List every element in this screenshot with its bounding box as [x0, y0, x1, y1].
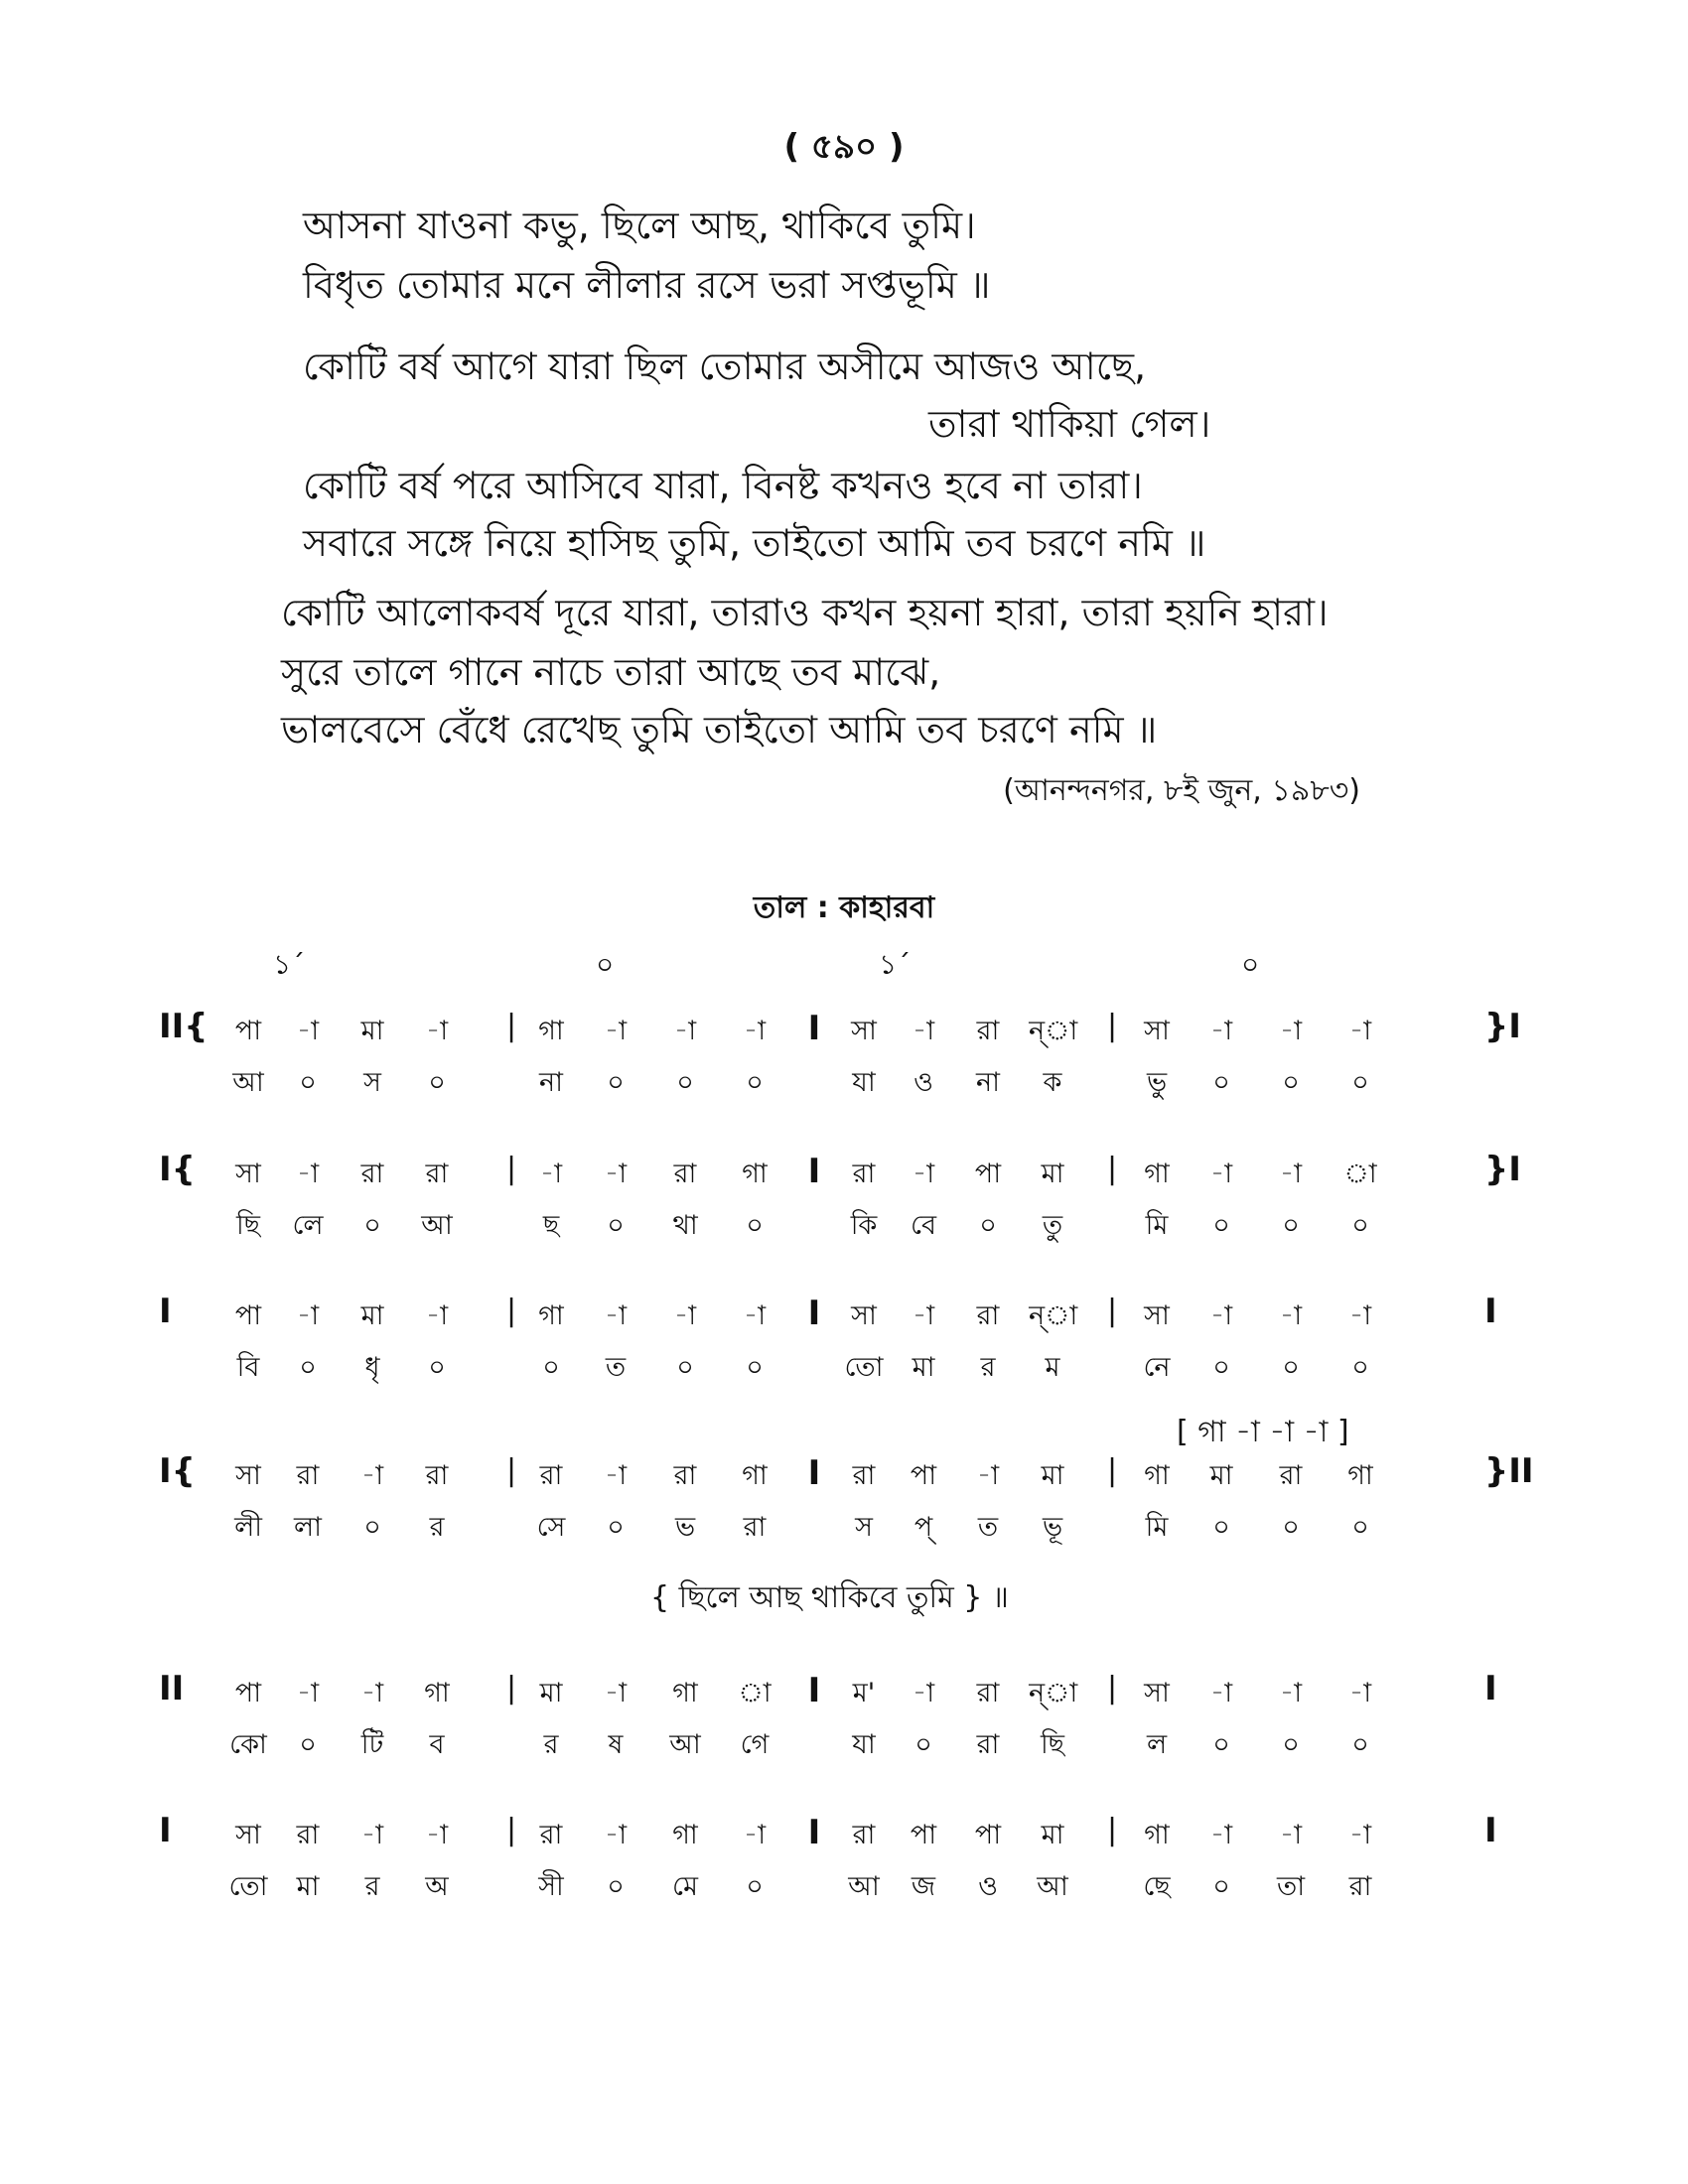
note-token: -া: [604, 1460, 628, 1491]
bar-line: |: [1106, 1813, 1118, 1847]
lyric-token: ০: [746, 1210, 764, 1241]
lyric-token: আ: [421, 1210, 453, 1241]
note-token: -া: [743, 1300, 767, 1331]
bar-line: I: [807, 1671, 821, 1710]
poem-line: বিধৃত তোমার মনে লীলার রসে ভরা সপ্তভূমি ॥: [303, 263, 991, 307]
lyric-token: ০: [1282, 1210, 1300, 1241]
lyric-token: না: [976, 1067, 1000, 1098]
note-token: রা: [425, 1159, 449, 1189]
note-token: মা: [1041, 1820, 1064, 1850]
note-token: -া: [912, 1159, 935, 1189]
lyric-token: ০: [1282, 1067, 1300, 1098]
note-token: গা: [1144, 1820, 1170, 1850]
note-token: পা: [234, 1300, 262, 1331]
note-token: পা: [974, 1820, 1002, 1850]
note-token: মা: [1041, 1159, 1064, 1189]
lyric-token: ০: [428, 1067, 446, 1098]
bar-line: I: [807, 1813, 821, 1852]
alternate-notes: [ গা -া -া -া ]: [1177, 1415, 1349, 1449]
note-token: পা: [910, 1460, 937, 1491]
bar-line: |: [1106, 1671, 1118, 1706]
note-token: মা: [1041, 1460, 1064, 1491]
lyric-token: ভ: [674, 1512, 696, 1543]
note-token: পা: [974, 1159, 1002, 1189]
note-token: পা: [910, 1820, 937, 1850]
lyric-token: স: [855, 1512, 873, 1543]
note-token: রা: [539, 1820, 563, 1850]
lyric-token: লী: [234, 1512, 262, 1543]
row-close-mark: }II: [1484, 1451, 1534, 1491]
page-number: ( ৫৯০ ): [783, 127, 905, 167]
note-token: গা: [538, 1016, 564, 1046]
lyric-token: ছে: [1143, 1871, 1171, 1902]
note-token: া: [1343, 1159, 1377, 1189]
note-token: -া: [604, 1016, 628, 1046]
bar-line: |: [1106, 1152, 1118, 1186]
lyric-token: র: [980, 1352, 996, 1383]
tala-beat-mark: ০: [596, 948, 615, 981]
note-token: রা: [425, 1460, 449, 1491]
note-token: গা: [1144, 1460, 1170, 1491]
lyric-token: আ: [1037, 1871, 1068, 1902]
tala-heading: তাল : কাহারবা: [753, 890, 935, 925]
note-token: -া: [1279, 1159, 1303, 1189]
lyric-token: ০: [1212, 1210, 1230, 1241]
lyric-token: র: [364, 1871, 380, 1902]
lyric-token: ল: [1146, 1729, 1168, 1760]
row-open-mark: I{: [159, 1150, 196, 1189]
lyric-token: ০: [1282, 1729, 1300, 1760]
row-open-mark: I: [159, 1811, 172, 1850]
note-token: পা: [234, 1678, 262, 1708]
poem-line: সবারে সঙ্গে নিয়ে হাসিছ তুমি, তাইতো আমি তব চরণে নমি ॥: [303, 521, 1206, 565]
lyric-token: রা: [1348, 1871, 1372, 1902]
note-token: গা: [424, 1678, 450, 1708]
note-token: -া: [1279, 1300, 1303, 1331]
note-token: মা: [1209, 1460, 1233, 1491]
lyric-token: ০: [363, 1512, 381, 1543]
bar-line: I: [807, 1453, 821, 1493]
lyric-token: মি: [1145, 1512, 1169, 1543]
note-token: রা: [673, 1159, 697, 1189]
lyric-token: ০: [607, 1210, 625, 1241]
note-token: গা: [672, 1820, 698, 1850]
row-close-mark: I: [1484, 1669, 1497, 1708]
lyric-token: ০: [1212, 1871, 1230, 1902]
note-token: -া: [673, 1300, 697, 1331]
note-token: রা: [976, 1300, 1000, 1331]
note-token: সা: [851, 1016, 877, 1046]
note-token: রা: [1279, 1460, 1303, 1491]
lyric-token: ০: [746, 1352, 764, 1383]
bar-line: |: [505, 1009, 517, 1043]
lyric-token: গে: [740, 1729, 770, 1760]
row-close-mark: I: [1484, 1811, 1497, 1850]
lyric-token: ০: [746, 1067, 764, 1098]
lyric-token: ০: [1351, 1210, 1369, 1241]
lyric-token: ০: [1212, 1512, 1230, 1543]
note-token: -া: [425, 1820, 449, 1850]
note-token: -া: [1279, 1820, 1303, 1850]
lyric-token: মা: [912, 1352, 935, 1383]
note-token: -া: [1209, 1159, 1233, 1189]
lyric-token: তো: [844, 1352, 884, 1383]
note-token: -া: [912, 1016, 935, 1046]
note-token: রা: [539, 1460, 563, 1491]
note-token: রা: [852, 1820, 876, 1850]
lyric-token: ০: [1351, 1352, 1369, 1383]
lyric-token: ত: [605, 1352, 627, 1383]
note-token: রা: [296, 1820, 320, 1850]
note-token: -া: [1279, 1678, 1303, 1708]
lyric-token: ০: [914, 1729, 932, 1760]
lyric-token: ত: [977, 1512, 999, 1543]
poem-line: আসনা যাওনা কভু, ছিলে আছ, থাকিবে তুমি।: [303, 204, 976, 247]
lyric-token: অ: [425, 1871, 449, 1902]
note-token: পা: [234, 1016, 262, 1046]
note-token: রা: [360, 1159, 384, 1189]
lyric-token: ছি: [235, 1210, 261, 1241]
note-token: গা: [742, 1159, 768, 1189]
lyric-token: কো: [229, 1729, 267, 1760]
note-token: রা: [673, 1460, 697, 1491]
note-token: -া: [604, 1820, 628, 1850]
bar-line: |: [1106, 1294, 1118, 1328]
lyric-token: ০: [299, 1067, 317, 1098]
lyric-token: ও: [978, 1871, 998, 1902]
lyric-token: ০: [1351, 1729, 1369, 1760]
bar-line: |: [1106, 1453, 1118, 1488]
note-token: মা: [360, 1300, 384, 1331]
lyric-token: মি: [1145, 1210, 1169, 1241]
note-token: ন্‌া: [1029, 1016, 1078, 1046]
lyric-token: র: [543, 1729, 559, 1760]
note-token: ম': [852, 1678, 876, 1708]
lyric-token: ক: [1043, 1067, 1062, 1098]
note-token: -া: [296, 1300, 320, 1331]
lyric-token: লে: [292, 1210, 324, 1241]
row-open-mark: II: [159, 1669, 185, 1708]
lyric-token: ছি: [1040, 1729, 1065, 1760]
lyric-token: ০: [1282, 1352, 1300, 1383]
note-token: সা: [235, 1159, 261, 1189]
refrain-note: { ছিলে আছ থাকিবে তুমি } ॥: [650, 1580, 1009, 1615]
note-token: রা: [852, 1460, 876, 1491]
note-token: রা: [296, 1460, 320, 1491]
lyric-token: জ: [911, 1871, 936, 1902]
row-close-mark: }I: [1484, 1007, 1521, 1046]
note-token: রা: [976, 1678, 1000, 1708]
row-close-mark: }I: [1484, 1150, 1521, 1189]
note-token: -া: [1209, 1016, 1233, 1046]
note-token: গা: [1347, 1460, 1373, 1491]
note-token: -া: [604, 1300, 628, 1331]
note-token: -া: [912, 1678, 935, 1708]
lyric-token: ছ: [542, 1210, 560, 1241]
lyric-token: ভু: [1146, 1067, 1168, 1098]
lyric-token: মে: [672, 1871, 698, 1902]
lyric-token: ধৃ: [364, 1352, 380, 1383]
note-token: া: [738, 1678, 772, 1708]
poem-line: কোটি আলোকবর্ষ দূরে যারা, তারাও কখন হয়না হারা, তারা হয়নি হারা।: [281, 591, 1329, 634]
lyric-token: ০: [746, 1871, 764, 1902]
poem-line: কোটি বর্ষ আগে যারা ছিল তোমার অসীমে আজও আছে,: [303, 344, 1147, 388]
note-token: সা: [235, 1820, 261, 1850]
bar-line: |: [505, 1813, 517, 1847]
note-token: ন্‌া: [1029, 1678, 1078, 1708]
note-token: -া: [425, 1016, 449, 1046]
note-token: মা: [539, 1678, 563, 1708]
note-token: -া: [1348, 1300, 1372, 1331]
lyric-token: লা: [294, 1512, 322, 1543]
lyric-token: ষ: [608, 1729, 624, 1760]
date-place-line: (আনন্দনগর, ৮ই জুন, ১৯৮৩): [1003, 773, 1360, 808]
note-token: ন্‌া: [1029, 1300, 1078, 1331]
row-close-mark: I: [1484, 1292, 1497, 1331]
note-token: গা: [1144, 1159, 1170, 1189]
poem-line: সুরে তালে গানে নাচে তারা আছে তব মাঝে,: [281, 650, 941, 694]
lyric-token: স: [363, 1067, 381, 1098]
note-token: -া: [976, 1460, 1000, 1491]
lyric-token: ০: [607, 1871, 625, 1902]
lyric-token: সী: [538, 1871, 564, 1902]
lyric-token: ০: [363, 1210, 381, 1241]
note-token: -া: [673, 1016, 697, 1046]
note-token: -া: [360, 1678, 384, 1708]
note-token: -া: [296, 1016, 320, 1046]
lyric-token: ০: [1282, 1512, 1300, 1543]
note-token: -া: [360, 1820, 384, 1850]
lyric-token: আ: [232, 1067, 264, 1098]
note-token: -া: [1209, 1820, 1233, 1850]
lyric-token: নে: [1143, 1352, 1171, 1383]
lyric-token: সে: [536, 1512, 566, 1543]
note-token: -া: [1209, 1678, 1233, 1708]
lyric-token: যা: [852, 1729, 876, 1760]
tala-beat-mark: ০: [1241, 948, 1260, 981]
note-token: মা: [360, 1016, 384, 1046]
note-token: সা: [1144, 1300, 1170, 1331]
lyric-token: ০: [428, 1352, 446, 1383]
lyric-token: ব: [429, 1729, 445, 1760]
tala-beat-mark: ১´: [879, 948, 912, 981]
bar-line: |: [505, 1671, 517, 1706]
poem-line: তারা থাকিয়া গেল।: [928, 402, 1211, 446]
note-token: -া: [539, 1159, 563, 1189]
lyric-token: ০: [1212, 1067, 1230, 1098]
lyric-token: ০: [1351, 1512, 1369, 1543]
lyric-token: ০: [607, 1512, 625, 1543]
lyric-token: ০: [1351, 1067, 1369, 1098]
bar-line: |: [505, 1152, 517, 1186]
lyric-token: রা: [743, 1512, 767, 1543]
bar-line: I: [807, 1009, 821, 1048]
lyric-token: বে: [911, 1210, 936, 1241]
note-token: রা: [852, 1159, 876, 1189]
bar-line: I: [807, 1152, 821, 1191]
note-token: -া: [604, 1159, 628, 1189]
lyric-token: ০: [676, 1067, 694, 1098]
lyric-token: ভূ: [1042, 1512, 1063, 1543]
lyric-token: ০: [299, 1729, 317, 1760]
lyric-token: র: [429, 1512, 445, 1543]
poem-line: ভালবেসে বেঁধে রেখেছ তুমি তাইতো আমি তব চরণে নমি ॥: [281, 708, 1158, 751]
lyric-token: ০: [676, 1352, 694, 1383]
note-token: -া: [743, 1016, 767, 1046]
note-token: সা: [1144, 1016, 1170, 1046]
lyric-token: ও: [914, 1067, 933, 1098]
note-token: সা: [851, 1300, 877, 1331]
note-token: -া: [604, 1678, 628, 1708]
lyric-token: তু: [1042, 1210, 1063, 1241]
lyric-token: আ: [848, 1871, 880, 1902]
row-open-mark: II{: [159, 1007, 209, 1046]
row-open-mark: I{: [159, 1451, 196, 1491]
note-token: -া: [296, 1678, 320, 1708]
lyric-token: যা: [852, 1067, 876, 1098]
lyric-token: ০: [542, 1352, 560, 1383]
lyric-token: মা: [296, 1871, 320, 1902]
lyric-token: রা: [976, 1729, 1000, 1760]
lyric-token: ০: [979, 1210, 997, 1241]
lyric-token: প্‌: [914, 1512, 933, 1543]
lyric-token: তা: [1276, 1871, 1306, 1902]
lyric-token: ০: [1212, 1352, 1230, 1383]
note-token: -া: [296, 1159, 320, 1189]
note-token: -া: [360, 1460, 384, 1491]
note-token: -া: [1348, 1678, 1372, 1708]
note-token: গা: [742, 1460, 768, 1491]
bar-line: |: [1106, 1009, 1118, 1043]
note-token: -া: [743, 1820, 767, 1850]
note-token: গা: [538, 1300, 564, 1331]
lyric-token: না: [539, 1067, 563, 1098]
bar-line: |: [505, 1294, 517, 1328]
note-token: গা: [672, 1678, 698, 1708]
note-token: রা: [976, 1016, 1000, 1046]
bar-line: |: [505, 1453, 517, 1488]
note-token: -া: [912, 1300, 935, 1331]
lyric-token: টি: [360, 1729, 384, 1760]
note-token: -া: [1348, 1016, 1372, 1046]
note-token: -া: [1209, 1300, 1233, 1331]
lyric-token: ম: [1045, 1352, 1060, 1383]
poem-line: কোটি বর্ষ পরে আসিবে যারা, বিনষ্ট কখনও হবে না তারা।: [303, 464, 1143, 507]
tala-beat-mark: ১´: [273, 948, 306, 981]
bar-line: I: [807, 1294, 821, 1333]
lyric-token: আ: [669, 1729, 701, 1760]
lyric-token: তো: [228, 1871, 268, 1902]
note-token: -া: [425, 1300, 449, 1331]
row-open-mark: I: [159, 1292, 172, 1331]
lyric-token: থা: [672, 1210, 698, 1241]
note-token: সা: [235, 1460, 261, 1491]
lyric-token: কি: [850, 1210, 878, 1241]
note-token: সা: [1144, 1678, 1170, 1708]
lyric-token: ০: [299, 1352, 317, 1383]
lyric-token: ০: [607, 1067, 625, 1098]
note-token: -া: [1279, 1016, 1303, 1046]
lyric-token: বি: [236, 1352, 260, 1383]
note-token: -া: [1348, 1820, 1372, 1850]
lyric-token: ০: [1212, 1729, 1230, 1760]
